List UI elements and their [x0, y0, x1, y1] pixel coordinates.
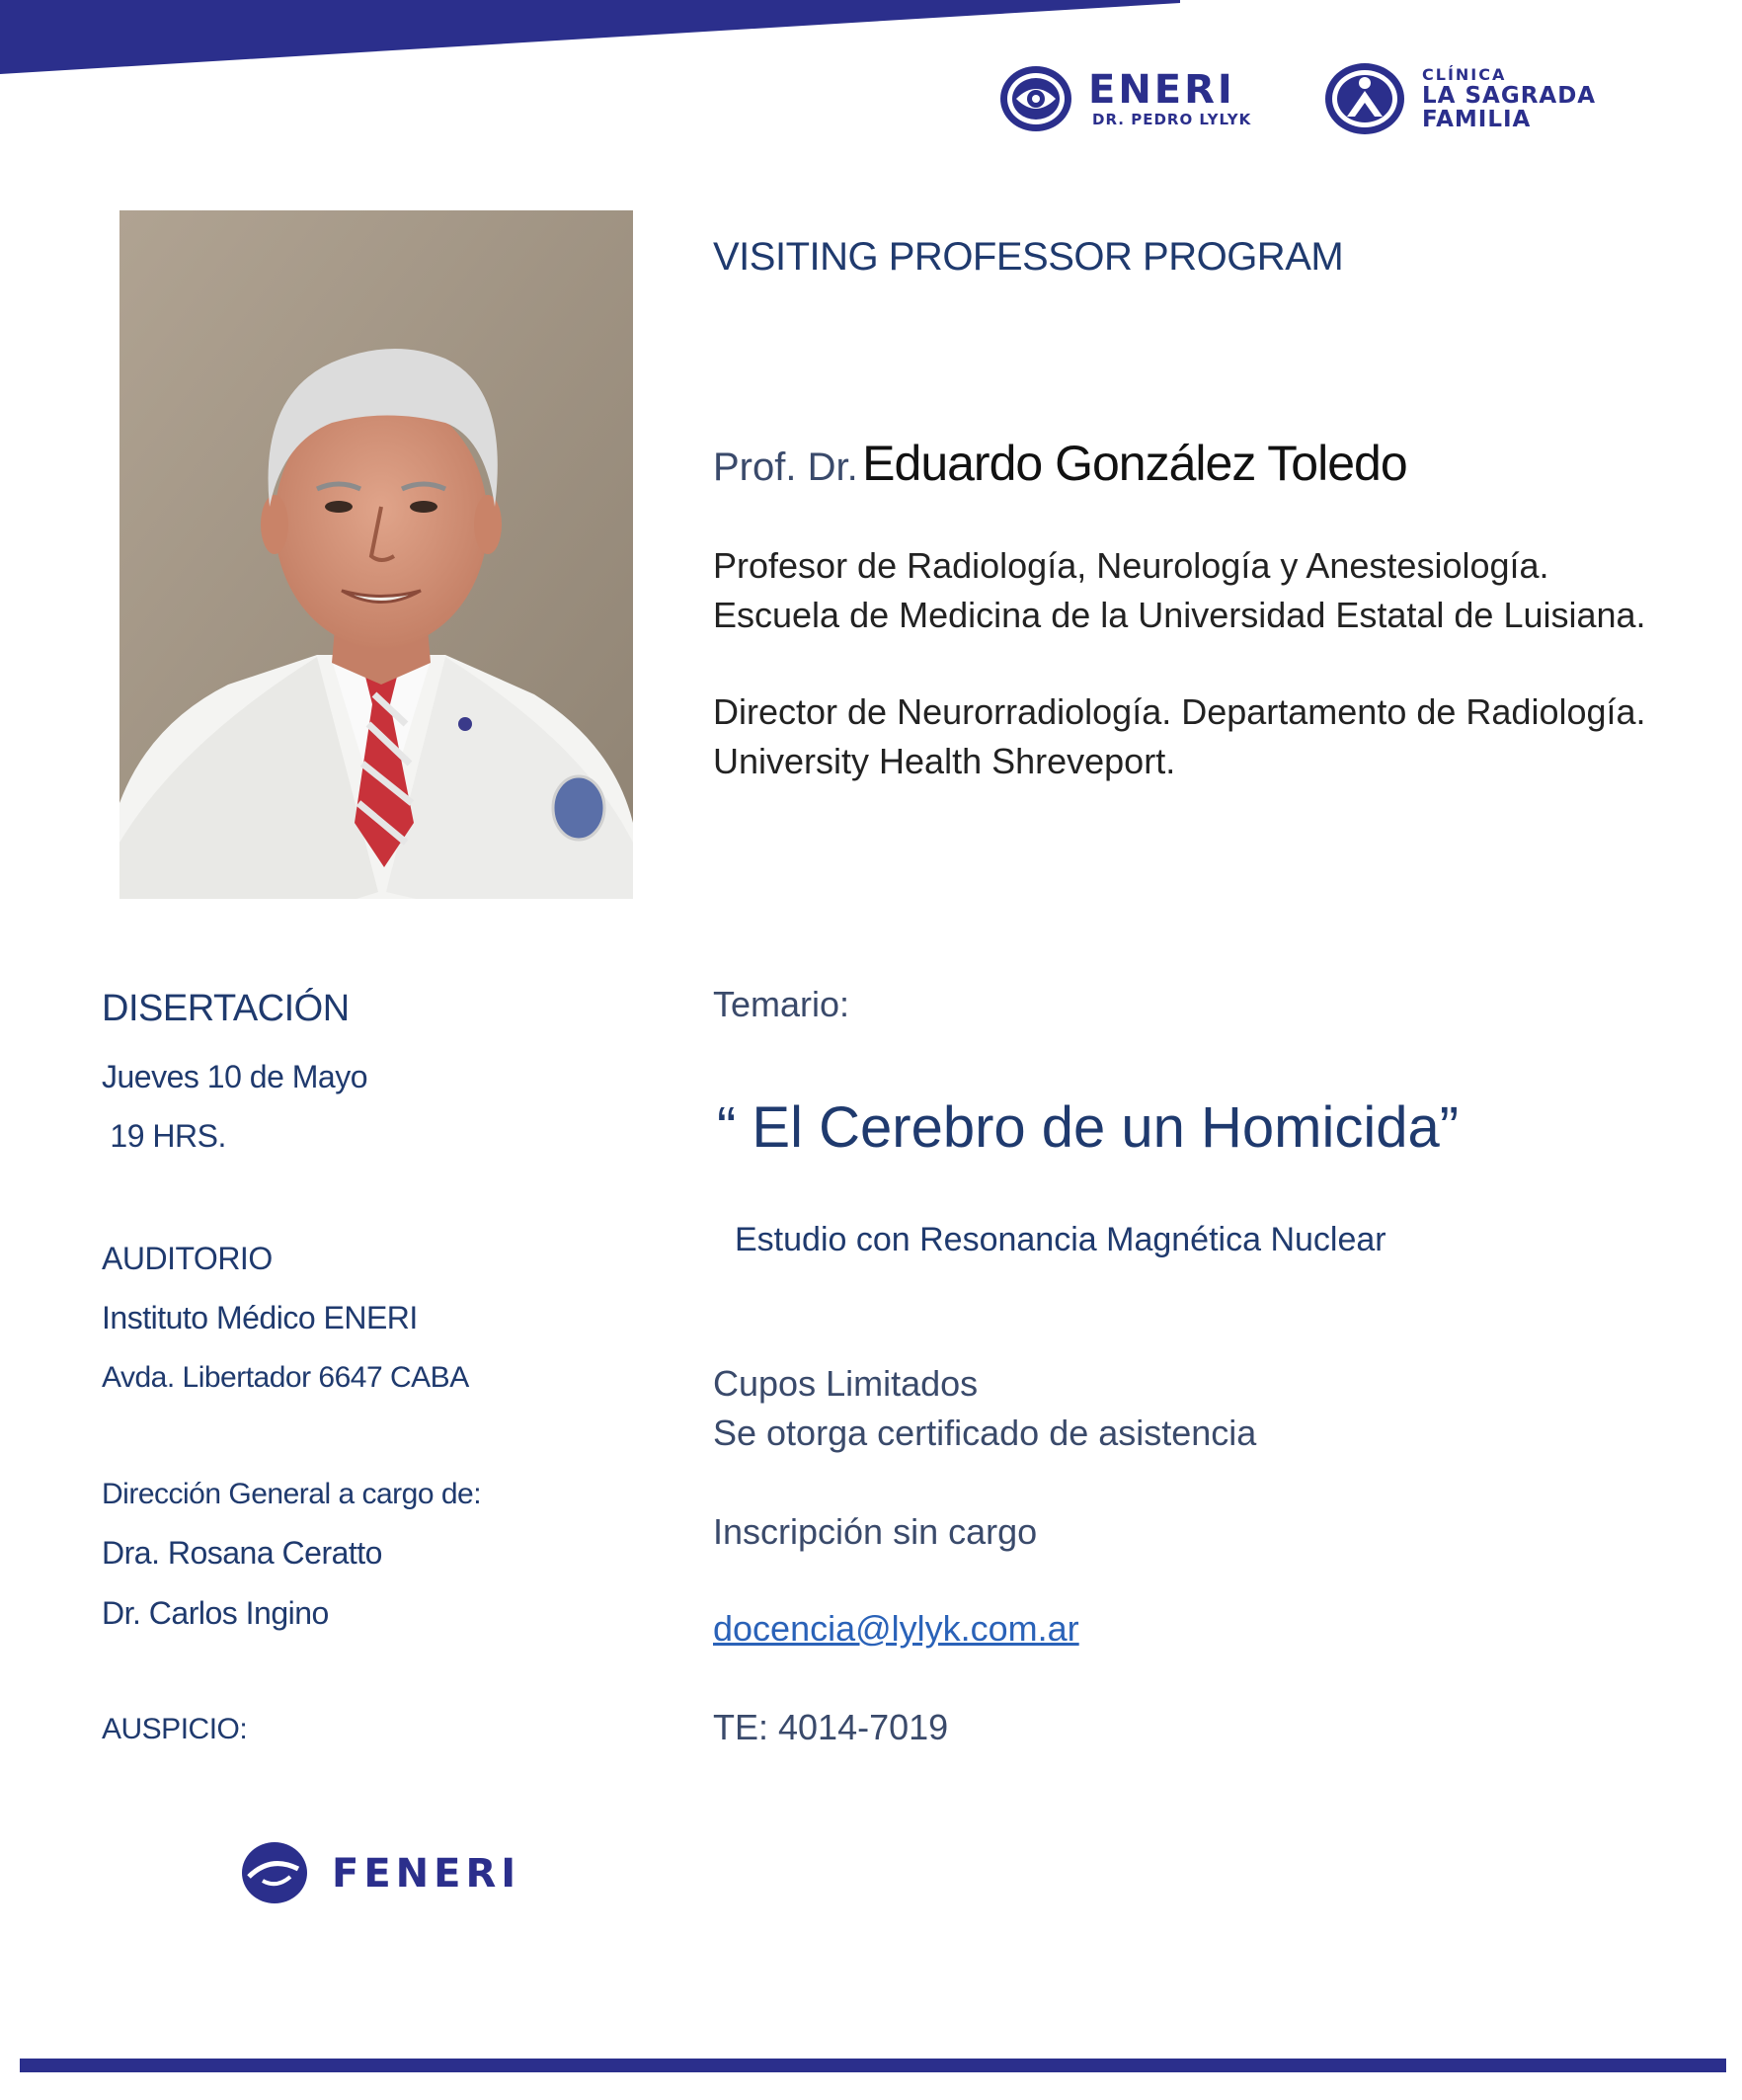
temario-label: Temario:	[713, 984, 850, 1024]
event-time: 19 HRS.	[102, 1118, 226, 1154]
feneri-logo-icon	[241, 1841, 308, 1904]
eneri-logo-icon	[997, 63, 1074, 134]
sagrada-logo-line1: CLÍNICA	[1422, 65, 1507, 84]
certificate-text: Se otorga certificado de asistencia	[713, 1413, 1257, 1453]
free-registration-text: Inscripción sin cargo	[713, 1511, 1038, 1552]
sagrada-logo-line3: FAMILIA	[1422, 107, 1532, 132]
feneri-logo	[241, 1841, 547, 1904]
bottom-accent-band	[20, 2059, 1726, 2072]
phone-text: TE: 4014-7019	[713, 1707, 949, 1747]
contact-email-text[interactable]: docencia@lylyk.com.ar	[713, 1608, 1079, 1649]
dissertation-heading: DISERTACIÓN	[102, 988, 350, 1029]
feneri-logo-text: FENERI	[332, 1851, 521, 1897]
speaker-bio-paragraph-1: Profesor de Radiología, Neurología y Anestesiología. Escuela de Medicina de la Universidad Estatal de Luisiana.	[713, 545, 1646, 635]
speaker-name: Eduardo González Toledo	[862, 436, 1407, 491]
speaker-prefix: Prof. Dr.	[713, 445, 858, 489]
speaker-heading	[713, 435, 1407, 492]
limited-seats-text: Cupos Limitados	[713, 1363, 979, 1404]
sagrada-familia-logo-icon	[1323, 61, 1406, 136]
speaker-bio-paragraph-2: Director de Neurorradiología. Departamento de Radiología. University Health Shreveport.	[713, 691, 1646, 781]
eneri-logo-subtext: DR. PEDRO LYLYK	[1092, 111, 1252, 128]
speaker-portrait	[119, 210, 633, 899]
eneri-logo-text: ENERI	[1088, 67, 1235, 113]
event-date: Jueves 10 de Mayo	[102, 1059, 367, 1094]
sagrada-familia-logo	[1323, 61, 1649, 136]
eneri-logo	[997, 63, 1264, 134]
program-title: VISITING PROFESSOR PROGRAM	[713, 235, 1344, 279]
contact-email-link[interactable]	[713, 1608, 1079, 1650]
venue-label: AUDITORIO	[102, 1241, 273, 1276]
venue-name: Instituto Médico ENERI	[102, 1300, 418, 1335]
talk-title: “ El Cerebro de un Homicida”	[717, 1095, 1460, 1160]
talk-subtitle: Estudio con Resonancia Magnética Nuclear	[735, 1221, 1386, 1258]
venue-address: Avda. Libertador 6647 CABA	[102, 1361, 469, 1394]
direction-label: Dirección General a cargo de:	[102, 1478, 482, 1510]
director-2: Dr. Carlos Ingino	[102, 1595, 329, 1631]
director-1: Dra. Rosana Ceratto	[102, 1535, 382, 1571]
speaker-bio	[713, 541, 1681, 786]
sponsor-label: AUSPICIO:	[102, 1713, 248, 1745]
sagrada-logo-line2: LA SAGRADA	[1422, 83, 1597, 109]
